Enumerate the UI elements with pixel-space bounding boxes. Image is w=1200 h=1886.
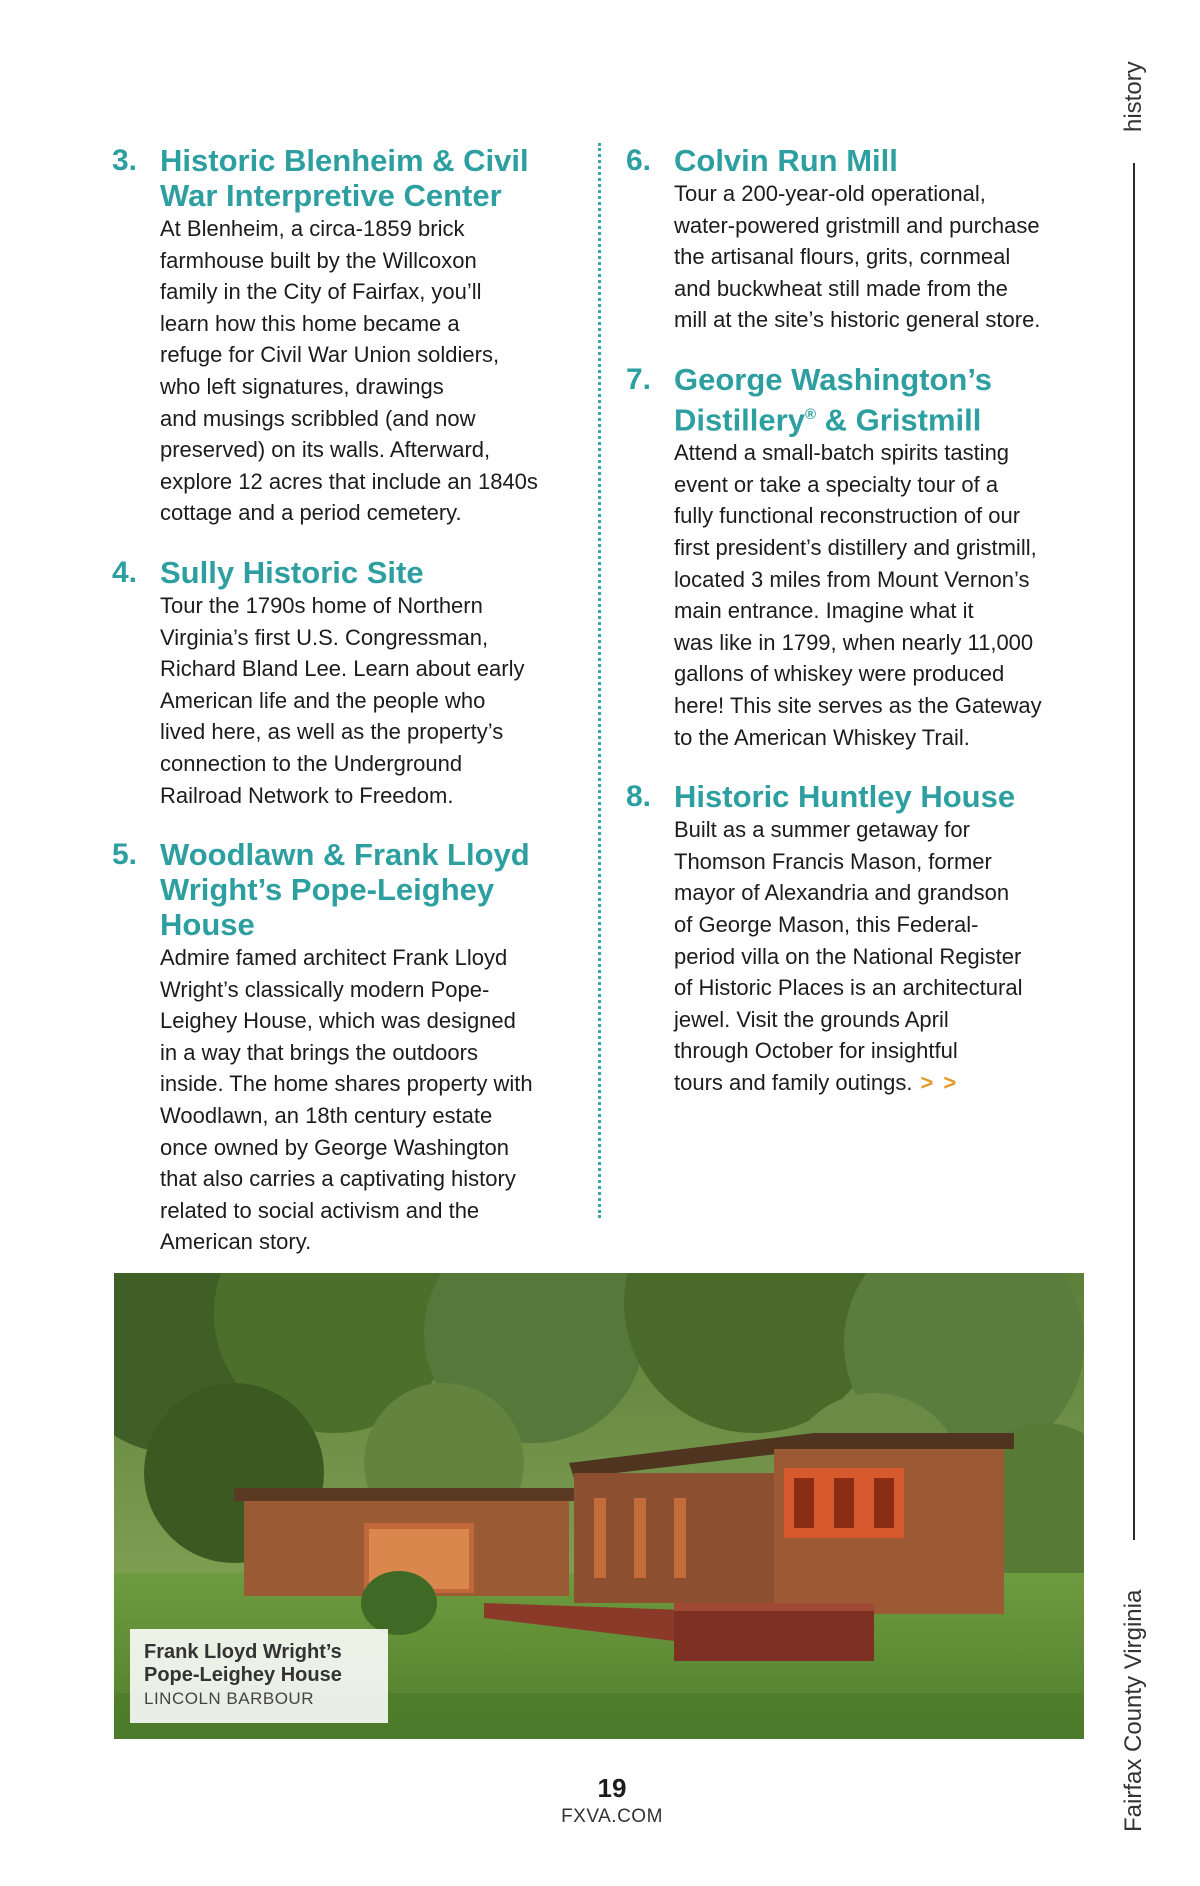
website-link[interactable]: FXVA.COM <box>561 1806 663 1827</box>
entry-6 <box>626 143 1096 336</box>
entry-8 <box>626 779 1096 1098</box>
continue-arrows-icon: > > <box>920 1069 959 1095</box>
entry-description: Built as a summer getaway for Thomson Francis Mason, former mayor of Alexandria and grandson of George Mason, this Federal- period villa on the National Register of Historic Places is an architectural jewel. Visit the grounds April through October for insightful tours and family outings. > > <box>674 817 1023 1095</box>
registered-mark: ® <box>804 405 817 423</box>
entry-title: Historic Huntley House <box>674 779 1016 815</box>
side-rule-gap-top <box>1126 145 1142 163</box>
page-number: 19 <box>597 1773 627 1803</box>
entry-number: 4. <box>112 555 138 589</box>
entry-number: 7. <box>626 362 652 396</box>
entry-title: Woodlawn & Frank Lloyd Wright’s Pope-Leighey House <box>160 837 530 943</box>
entry-description: Tour the 1790s home of Northern Virginia’s first U.S. Congressman, Richard Bland Lee. Learn about early American life and the people who lived here, as well as the property’s connection to the Underground Railroad Network to Freedom. <box>160 592 525 808</box>
photo-credit: LINCOLN BARBOUR <box>144 1689 314 1708</box>
section-label: history <box>1120 61 1147 132</box>
entry-title: Colvin Run Mill <box>674 143 898 178</box>
entry-7 <box>626 362 1096 753</box>
column-divider <box>598 143 601 1218</box>
side-rule-gap-bottom <box>1126 1540 1142 1580</box>
entry-number: 3. <box>112 144 138 177</box>
entry-description: Tour a 200-year-old operational, water-powered gristmill and purchase the artisanal flours, grits, cornmeal and buckwheat still made from the mill at the site’s historic general store. <box>674 181 1041 333</box>
entry-4 <box>112 555 582 811</box>
publication-name: Fairfax County Virginia <box>1120 1589 1147 1832</box>
entry-title: George Washington’s Distillery® & Gristmill <box>674 361 993 438</box>
entry-description: At Blenheim, a circa-1859 brick farmhouse built by the Willcoxon family in the City of Fairfax, you’ll learn how this home became a refuge for Civil War Union soldiers, who left signatures, drawings and musings scribbled (and now preserved) on its walls. Afterward, explore 12 acres that include an 1840s cottage and a period cemetery. <box>160 216 538 526</box>
entry-description: Attend a small-batch spirits tasting event or take a specialty tour of a fully functional reconstruction of our first president’s distillery and gristmill, located 3 miles from Mount Vernon’s main entrance. Imagine what it was like in 1799, when nearly 11,000 gallons of whiskey were produced here! This site serves as the Gateway to the American Whiskey Trail. <box>674 440 1042 750</box>
entry-description: Admire famed architect Frank Lloyd Wright’s classically modern Pope- Leighey House, which was designed in a way that brings the outdoors inside. The home shares property with Woodlawn, an 18th century estate once owned by George Washington that also carries a captivating history related to social activism and the American story. <box>160 945 533 1255</box>
entry-number: 8. <box>626 780 652 814</box>
house-photo <box>114 1273 1084 1739</box>
entry-title: Sully Historic Site <box>160 554 424 590</box>
right-column <box>626 143 1096 1125</box>
entry-number: 6. <box>626 144 652 177</box>
entry-5 <box>112 837 582 1258</box>
entry-title: Historic Blenheim & Civil War Interpretive Center <box>160 143 529 213</box>
side-rule-top <box>1133 150 1135 1555</box>
entry-number: 5. <box>112 838 138 872</box>
photo-caption <box>130 1629 388 1723</box>
caption-title: Frank Lloyd Wright’s Pope-Leighey House <box>144 1641 342 1686</box>
entry-3 <box>112 143 582 529</box>
left-column <box>112 143 582 1284</box>
